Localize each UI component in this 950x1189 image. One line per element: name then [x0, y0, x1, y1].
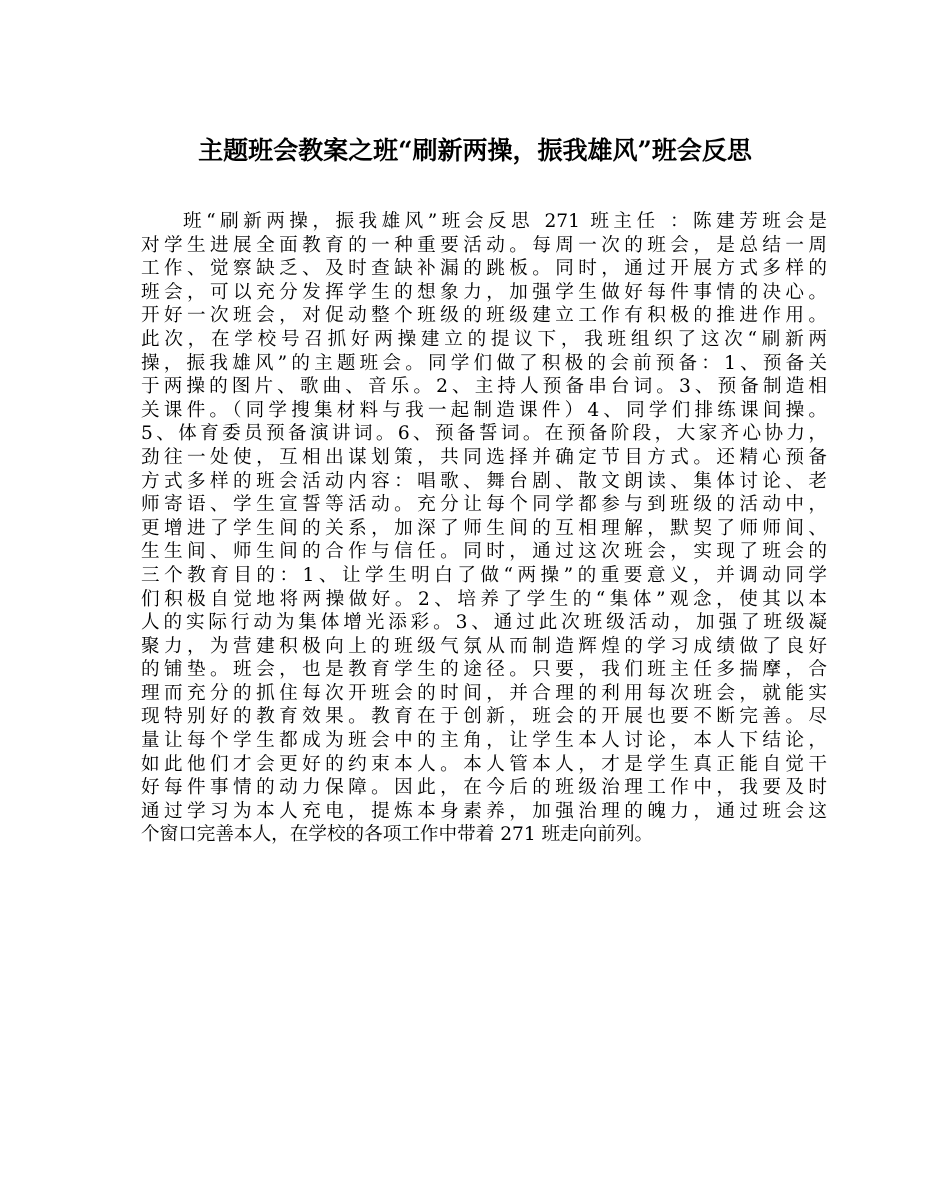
body-line: 对学生进展全面教育的一种重要活动。每周一次的班会，是总结一周	[141, 234, 827, 256]
body-line: 操，振我雄风”的主题班会。同学们做了积极的会前预备：1、预备关	[141, 352, 827, 374]
body-line: 理而充分的抓住每次开班会的时间，并合理的利用每次班会，就能实	[141, 682, 827, 704]
body-line: 工作、觉察缺乏、及时查缺补漏的跳板。同时，通过开展方式多样的	[141, 258, 827, 280]
body-line: 生生间、师生间的合作与信任。同时，通过这次班会，实现了班会的	[141, 541, 827, 563]
body-line: 三个教育目的：1、让学生明白了做“两操”的重要意义，并调动同学	[141, 564, 827, 586]
body-line: 班“刷新两操，振我雄风”班会反思 271 班主任 ：陈建芳班会是	[183, 211, 827, 232]
body-line: 聚力，为营建积极向上的班级气氛从而制造辉煌的学习成绩做了良好	[141, 635, 827, 657]
body-line: 的铺垫。班会，也是教育学生的途径。只要，我们班主任多揣摩，合	[141, 659, 827, 681]
document-body	[141, 210, 827, 847]
body-line: 于两操的图片、歌曲、音乐。2、主持人预备串台词。3、预备制造相	[141, 376, 827, 398]
body-line: 师寄语、学生宣誓等活动。充分让每个同学都参与到班级的活动中，	[141, 494, 827, 516]
body-line: 人的实际行动为集体增光添彩。3、通过此次班级活动，加强了班级凝	[141, 612, 827, 634]
body-line: 关课件。（同学搜集材料与我一起制造课件）4、同学们排练课间操。	[141, 399, 827, 421]
body-line: 劲往一处使，互相出谋划策，共同选择并确定节目方式。还精心预备	[141, 446, 827, 468]
body-line: 现特别好的教育效果。教育在于创新，班会的开展也要不断完善。尽	[141, 706, 827, 728]
body-line: 们积极自觉地将两操做好。2、培养了学生的“集体”观念，使其以本	[141, 588, 827, 610]
body-line: 开好一次班会，对促动整个班级的班级建立工作有积极的推进作用。	[141, 305, 827, 327]
body-line: 通过学习为本人充电，提炼本身素养，加强治理的魄力，通过班会这	[141, 800, 827, 822]
body-line: 班会，可以充分发挥学生的想象力，加强学生做好每件事情的决心。	[141, 281, 827, 303]
body-line: 量让每个学生都成为班会中的主角，让学生本人讨论，本人下结论，	[141, 730, 827, 752]
document-title: 主题班会教案之班“刷新两操，振我雄风”班会反思	[198, 136, 752, 165]
body-line: 个窗口完善本人，在学校的各项工作中带着 271 班走向前列。	[141, 824, 654, 846]
body-line: 5、体育委员预备演讲词。6、预备誓词。在预备阶段，大家齐心协力，	[141, 423, 827, 445]
body-line: 更增进了学生间的关系，加深了师生间的互相理解，默契了师师间、	[141, 517, 827, 539]
body-line: 如此他们才会更好的约束本人。本人管本人，才是学生真正能自觉干	[141, 753, 827, 775]
body-line: 方式多样的班会活动内容：唱歌、舞台剧、散文朗读、集体讨论、老	[141, 470, 827, 492]
body-line: 好每件事情的动力保障。因此，在今后的班级治理工作中，我要及时	[141, 777, 827, 799]
body-line: 此次，在学校号召抓好两操建立的提议下，我班组织了这次“刷新两	[141, 328, 827, 350]
